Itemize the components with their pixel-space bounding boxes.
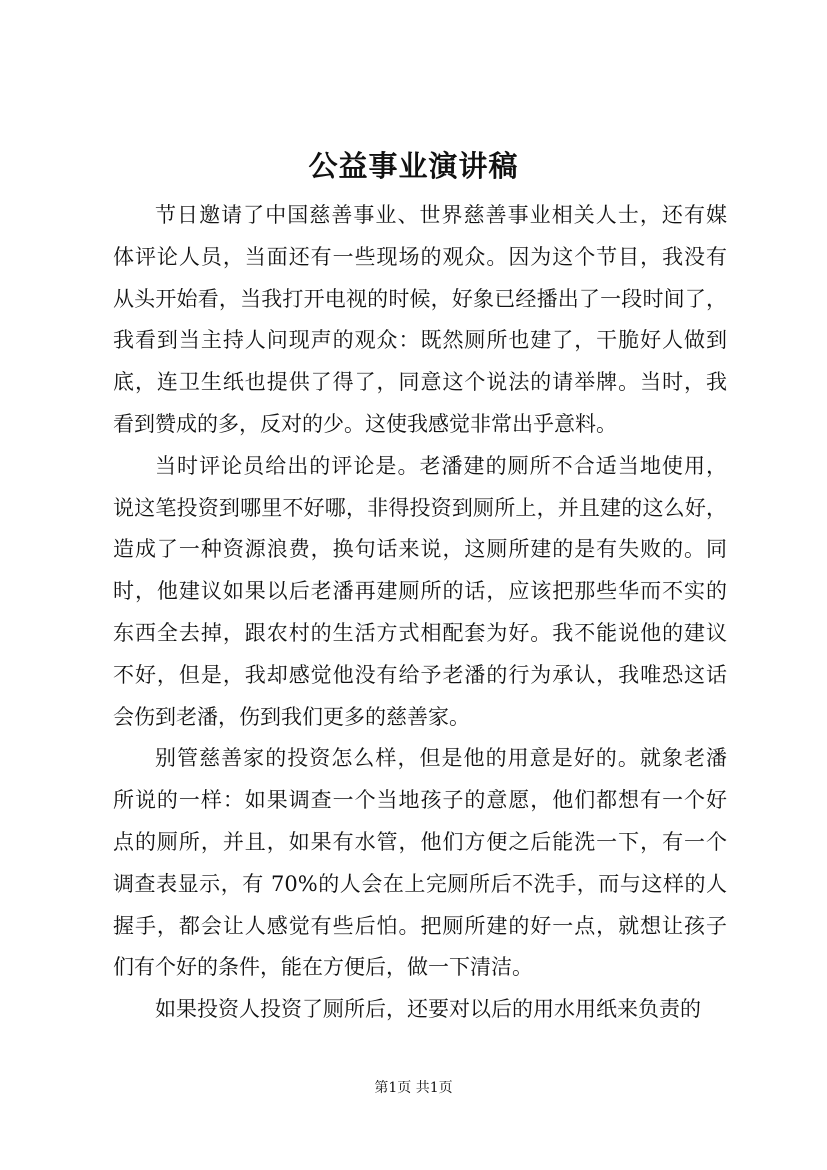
paragraph-3-line-2: 所说的一样：如果调查一个当地孩子的意愿，他们都想有一个好 <box>113 788 727 813</box>
page-footer: 第1页 共1页 <box>374 1080 453 1096</box>
document-body <box>113 195 727 1031</box>
paragraph-1-line-3: 从头开始看，当我打开电视的时候，好象已经播出了一段时间了， <box>113 286 727 311</box>
paragraph-3-line-6: 们有个好的条件，能在方便后，做一下清洁。 <box>113 955 533 980</box>
paragraph-2-line-2: 说这笔投资到哪里不好哪，非得投资到厕所上，并且建的这么好， <box>113 495 727 520</box>
paragraph-1-line-5: 底，连卫生纸也提供了得了，同意这个说法的请举牌。当时，我 <box>113 370 727 395</box>
paragraph-1-line-1: 节日邀请了中国慈善事业、世界慈善事业相关人士，还有媒 <box>155 203 727 227</box>
paragraph-1-line-2: 体评论人员，当面还有一些现场的观众。因为这个节目，我没有 <box>113 244 727 269</box>
paragraph-1-line-6: 看到赞成的多，反对的少。这使我感觉非常出乎意料。 <box>113 411 617 436</box>
paragraph-3-line-3: 点的厕所，并且，如果有水管，他们方便之后能洗一下，有一个 <box>113 829 727 854</box>
paragraph-3-line-1: 别管慈善家的投资怎么样，但是他的用意是好的。就象老潘 <box>155 746 727 771</box>
page-title: 公益事业演讲稿 <box>308 149 519 183</box>
paragraph-2-line-5: 东西全去掉，跟农村的生活方式相配套为好。我不能说他的建议 <box>113 620 727 645</box>
paragraph-2-line-4: 时，他建议如果以后老潘再建厕所的话，应该把那些华而不实的 <box>113 579 727 604</box>
paragraph-2-line-3: 造成了一种资源浪费，换句话来说，这厕所建的是有失败的。同 <box>113 537 727 562</box>
paragraph-2-line-6: 不好，但是，我却感觉他没有给予老潘的行为承认，我唯恐这话 <box>113 662 727 687</box>
paragraph-1-line-4: 我看到当主持人问现声的观众：既然厕所也建了，干脆好人做到 <box>113 328 727 353</box>
paragraph-4-line-1: 如果投资人投资了厕所后，还要对以后的用水用纸来负责的 <box>155 997 701 1022</box>
paragraph-2-line-7: 会伤到老潘，伤到我们更多的慈善家。 <box>113 704 470 729</box>
paragraph-2-line-1: 当时评论员给出的评论是。老潘建的厕所不合适当地使用， <box>155 453 727 478</box>
paragraph-3-line-5: 握手，都会让人感觉有些后怕。把厕所建的好一点，就想让孩子 <box>113 913 727 938</box>
paragraph-3-line-4: 调查表显示，有 70%的人会在上完厕所后不洗手，而与这样的人 <box>113 871 727 896</box>
